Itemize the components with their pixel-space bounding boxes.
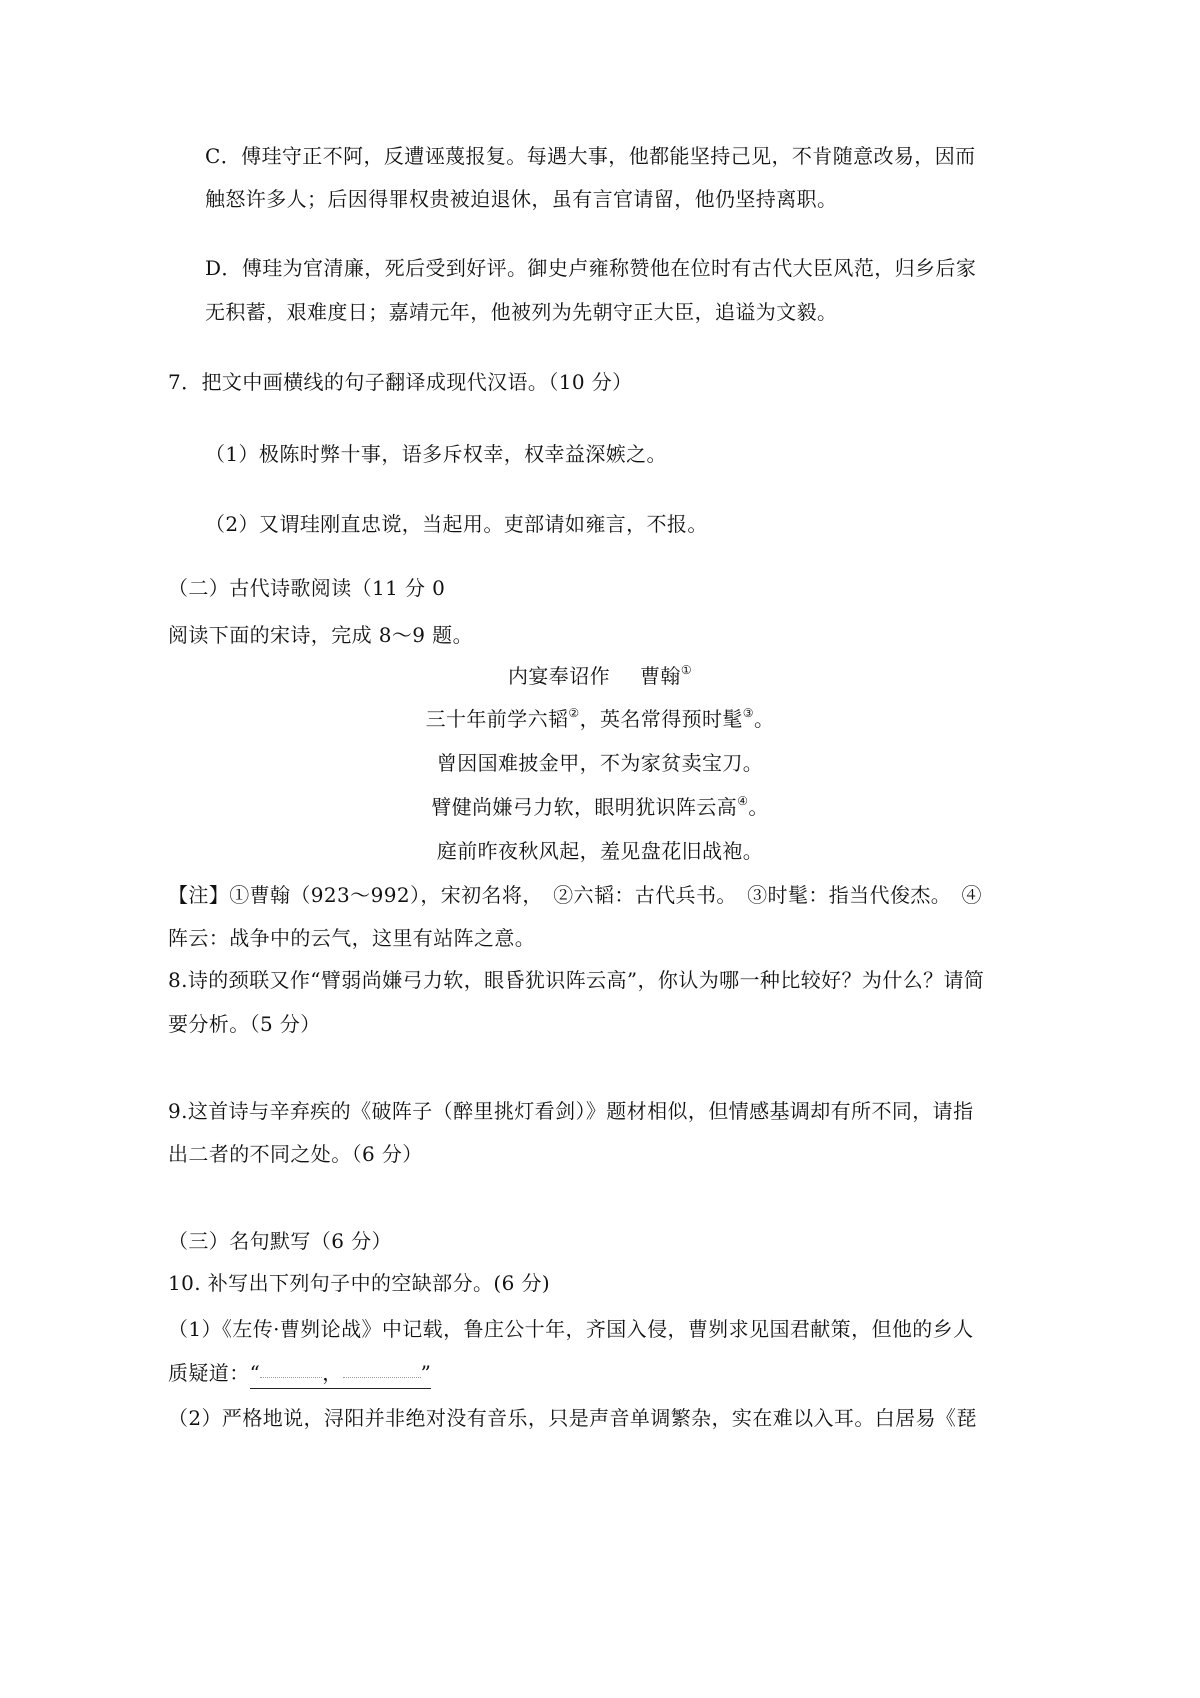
poem-title: 内宴奉诏作 <box>508 664 610 688</box>
poem-line-4: 庭前昨夜秋风起，羞见盘花旧战袍。 <box>436 839 764 863</box>
question-8-line-1: 8.诗的颈联又作“臂弱尚嫌弓力软，眼昏犹识阵云高”，你认为哪一种比较好？为什么？请简 <box>168 968 985 992</box>
poem-line-3-part-a: 臂健尚嫌弓力软，眼明犹识阵云高 <box>431 795 738 819</box>
blank-comma: ， <box>322 1361 343 1385</box>
question-10-part-2-line-1: （2）严格地说，浔阳并非绝对没有音乐，只是声音单调繁杂，实在难以入耳。白居易《琵 <box>168 1406 977 1430</box>
question-7-sentence-2: （2）又谓珪刚直忠谠，当起用。吏部请如雍言，不报。 <box>205 512 708 536</box>
answer-blank-group <box>250 1360 432 1389</box>
option-d-line-2: 无积蓄，艰难度日；嘉靖元年，他被列为先朝守正大臣，追谥为文毅。 <box>205 300 838 324</box>
poem-line-1-part-b: ，英名常得预时髦 <box>579 707 743 731</box>
open-quote: “ <box>249 1361 261 1385</box>
question-10-part-1-prefix: 质疑道： <box>168 1361 250 1385</box>
poem-title-line <box>300 663 900 689</box>
poem-line-1-part-c: 。 <box>753 707 775 731</box>
poem-line-3-part-b: 。 <box>748 795 769 819</box>
question-10-title: 10. 补写出下列句子中的空缺部分。(6 分) <box>168 1271 551 1295</box>
question-9-line-1: 9.这首诗与辛弃疾的《破阵子（醉里挑灯看剑）》题材相似，但情感基调却有所不同，请指 <box>168 1099 974 1123</box>
poem-line-1-part-a: 三十年前学六韬 <box>425 707 569 731</box>
poem-line-2: 曾因国难披金甲，不为家贫卖宝刀。 <box>436 751 764 775</box>
section-3-heading: （三）名句默写（6 分） <box>168 1229 392 1253</box>
poem-note-mark-2: ② <box>568 706 580 720</box>
poem-note-mark-4: ④ <box>737 794 749 808</box>
option-c-line-2: 触怒许多人；后因得罪权贵被迫退休，虽有言官请留，他仍坚持离职。 <box>205 187 838 211</box>
poem-author-note-mark: ① <box>680 663 692 677</box>
question-8-line-2: 要分析。（5 分） <box>168 1012 321 1036</box>
notes-line-2: 阵云：战争中的云气，这里有站阵之意。 <box>168 926 536 950</box>
notes-line-1: 【注】①曹翰（923～992），宋初名将， ②六韬：古代兵书。 ③时髦：指当代俊杰。 ④ <box>168 883 982 907</box>
option-d-line-1: D．傅珪为官清廉，死后受到好评。御史卢雍称赞他在位时有古代大臣风范，归乡后家 <box>205 256 977 280</box>
section-2-intro: 阅读下面的宋诗，完成 8～9 题。 <box>168 623 473 647</box>
question-7-sentence-1: （1）极陈时弊十事，语多斥权幸，权幸益深嫉之。 <box>205 442 667 466</box>
section-2-heading: （二）古代诗歌阅读（11 分 0 <box>168 576 446 600</box>
close-quote: ” <box>420 1361 432 1385</box>
poem-line-3 <box>300 794 900 820</box>
poem-author: 曹翰 <box>640 664 681 688</box>
answer-blank-1[interactable] <box>260 1361 322 1378</box>
question-10-part-1-line-2 <box>168 1360 431 1389</box>
question-9-line-2: 出二者的不同之处。（6 分） <box>168 1142 423 1166</box>
question-7-title: 7．把文中画横线的句子翻译成现代汉语。（10 分） <box>168 370 633 394</box>
poem-note-mark-3: ③ <box>742 706 754 720</box>
question-10-part-1-line-1: （1）《左传·曹刿论战》中记载，鲁庄公十年，齐国入侵，曹刿求见国君献策，但他的乡人 <box>168 1317 974 1341</box>
poem-line-1 <box>300 706 900 732</box>
answer-blank-2[interactable] <box>343 1361 421 1378</box>
option-c-line-1: C．傅珪守正不阿，反遭诬蔑报复。每遇大事，他都能坚持己见，不肯随意改易，因而 <box>205 144 976 168</box>
